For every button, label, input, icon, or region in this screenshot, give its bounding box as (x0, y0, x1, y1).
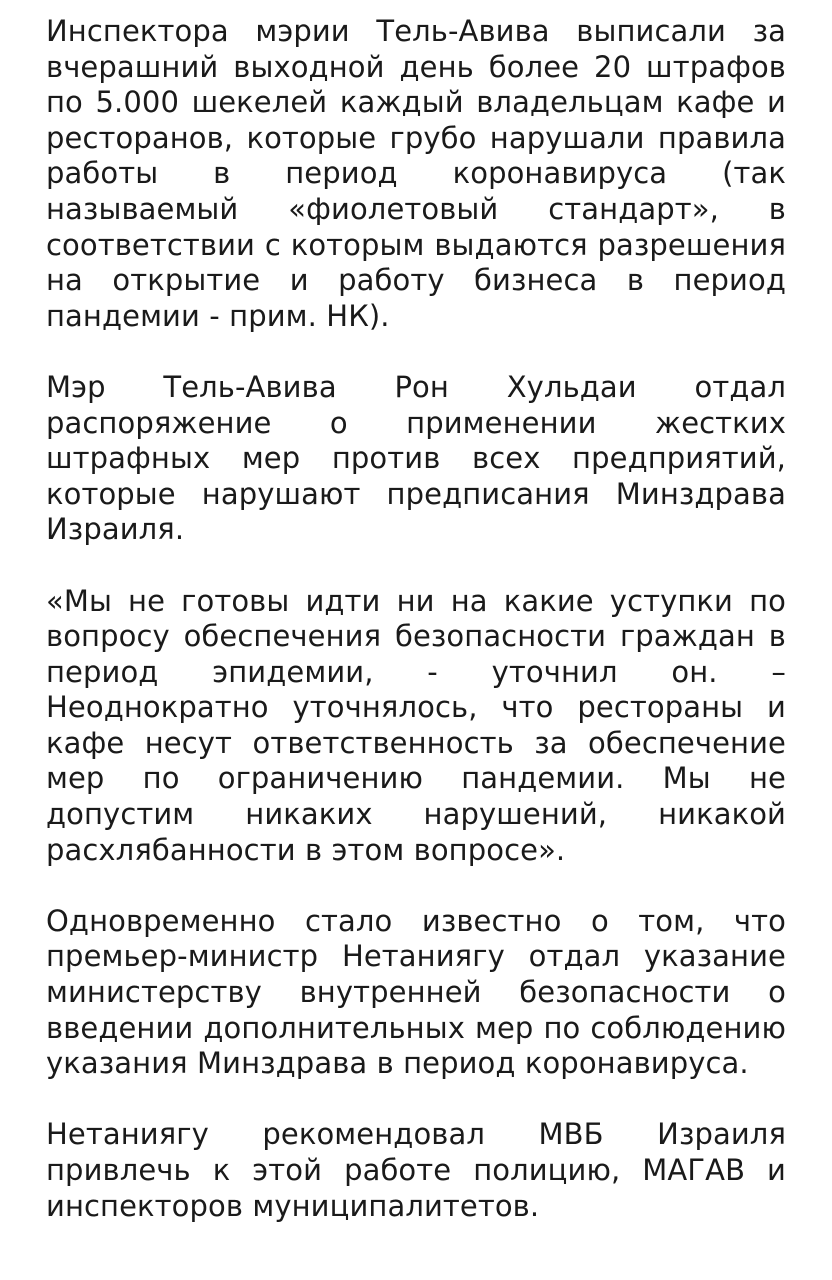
paragraph-mayor-quote: «Мы не готовы идти ни на какие уступки по вопросу обеспечения безопасности граждан в период эпидемии, - уточнил он. – Неоднократно уточнялось, что рестораны и кафе несут ответственность за обеспечение мер по ограничению пандемии. Мы не допустим никаких нарушений, никакой расхлябанности в этом вопросе». (46, 583, 786, 867)
paragraph-mayor-order: Мэр Тель-Авива Рон Хульдаи отдал распоряжение о применении жестких штрафных мер против всех предприятий, которые нарушают предписания Минздрава Израиля. (46, 369, 786, 547)
paragraph-pm-recommendation: Нетаниягу рекомендовал МВБ Израиля привлечь к этой работе полицию, МАГАВ и инспекторов муниципалитетов. (46, 1117, 786, 1223)
article-body (46, 14, 786, 1224)
paragraph-pm-instruction: Одновременно стало известно о том, что премьер-министр Нетаниягу отдал указание министерству внутренней безопасности о введении дополнительных мер по соблюдению указания Минздрава в период коронавируса. (46, 903, 786, 1081)
paragraph-fines: Инспектора мэрии Тель-Авива выписали за вчерашний выходной день более 20 штрафов по 5.000 шекелей каждый владельцам кафе и ресторанов, которые грубо нарушали правила работы в период коронавируса (так называемый «фиолетовый стандарт», в соответствии с которым выдаются разрешения на открытие и работу бизнеса в период пандемии - прим. НК). (46, 14, 786, 333)
